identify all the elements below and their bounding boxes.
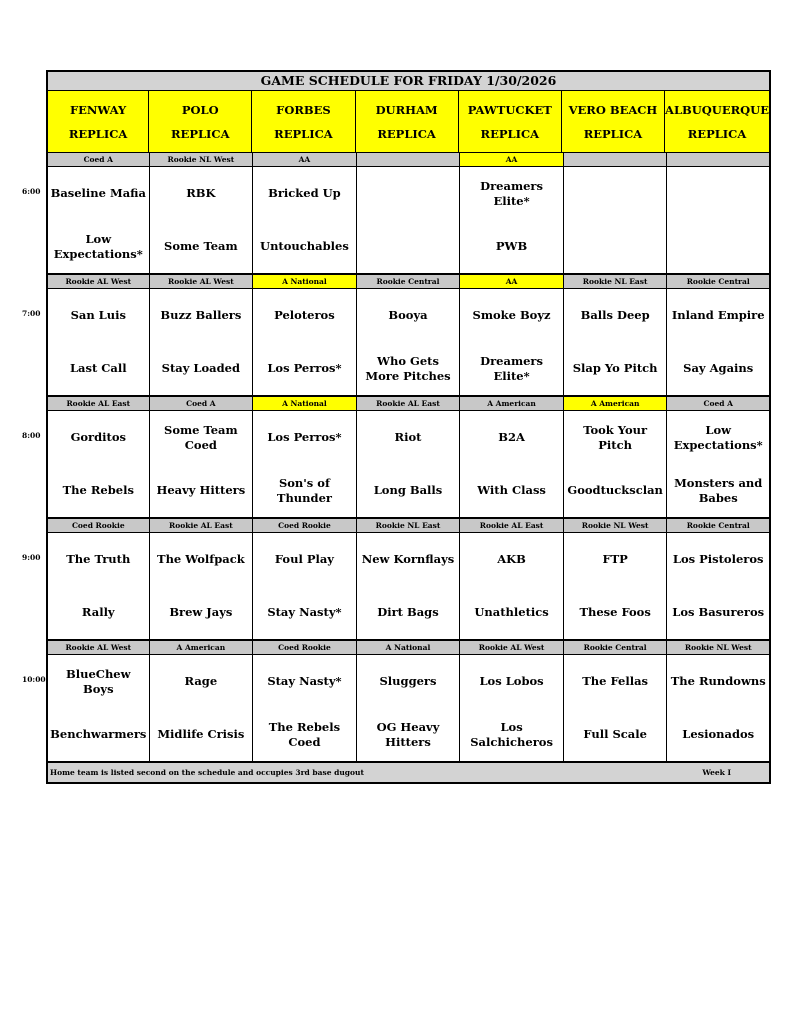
field-header-row	[46, 91, 771, 153]
away-team: The Wolfpack	[157, 552, 245, 566]
game-row	[46, 167, 771, 275]
away-team: Rage	[184, 674, 218, 688]
home-team: Goodtucksclan	[567, 483, 663, 497]
home-team: Dirt Bags	[377, 605, 439, 619]
division-label: A American	[460, 397, 564, 411]
game-cell	[460, 167, 564, 275]
away-team: Los Pistoleros	[672, 552, 764, 566]
division-label: Coed Rookie	[253, 519, 357, 533]
away-team: Los Perros*	[267, 430, 342, 444]
away-team: B2A	[498, 430, 525, 444]
division-label: Rookie NL West	[667, 641, 771, 655]
away-team: Took Your Pitch	[583, 422, 648, 452]
home-team: With Class	[477, 483, 546, 497]
home-team: Los Salchicheros	[470, 719, 553, 749]
away-team: Peloteros	[274, 308, 335, 322]
field-name: FENWAY	[69, 102, 127, 117]
division-label: Rookie AL West	[460, 641, 564, 655]
home-team: Slap Yo Pitch	[572, 361, 658, 375]
away-team	[667, 167, 769, 220]
away-team: Bricked Up	[268, 186, 341, 200]
game-cell	[253, 411, 357, 519]
home-team: Stay Loaded	[161, 361, 241, 375]
schedule-footer	[46, 763, 771, 784]
away-team: The Rundowns	[670, 674, 766, 688]
division-row	[46, 397, 771, 411]
game-cell	[460, 411, 564, 519]
home-team: Last Call	[69, 361, 127, 375]
away-team: Inland Empire	[671, 308, 765, 322]
away-team: Some Team Coed	[164, 422, 238, 452]
field-header	[149, 91, 252, 153]
time-label: 8:00	[22, 431, 41, 440]
away-team: Baseline Mafia	[50, 186, 146, 200]
game-cell	[253, 533, 357, 641]
game-cell	[357, 289, 461, 397]
game-row	[46, 289, 771, 397]
division-label: Coed A	[667, 397, 771, 411]
away-team: Low Expectations*	[673, 422, 763, 452]
division-label: A American	[564, 397, 668, 411]
division-label: Rookie AL West	[46, 641, 150, 655]
away-team: Stay Nasty*	[267, 674, 342, 688]
away-team: San Luis	[70, 308, 126, 322]
game-cell	[150, 167, 254, 275]
home-team: Say Agains	[683, 361, 754, 375]
field-subtitle: REPLICA	[583, 126, 643, 141]
home-team: Untouchables	[260, 239, 349, 253]
away-team: Balls Deep	[580, 308, 650, 322]
game-cell	[357, 411, 461, 519]
field-name: FORBES	[276, 102, 331, 117]
home-team: PWB	[495, 239, 528, 253]
field-name: ALBUQUERQUE	[665, 102, 769, 117]
away-team: Sluggers	[379, 674, 437, 688]
home-team: Heavy Hitters	[156, 483, 246, 497]
division-label: A National	[253, 397, 357, 411]
division-row	[46, 641, 771, 655]
game-cell	[253, 289, 357, 397]
time-label: 10:00	[22, 675, 46, 684]
division-label: Rookie Central	[564, 641, 668, 655]
away-team: Riot	[394, 430, 422, 444]
field-header	[562, 91, 665, 153]
away-team: Buzz Ballers	[160, 308, 242, 322]
game-row	[46, 533, 771, 641]
division-label: Rookie AL East	[460, 519, 564, 533]
field-header	[459, 91, 562, 153]
home-team-note: Home team is listed second on the schedule and occupies 3rd base dugout	[50, 768, 364, 777]
division-label: Coed A	[46, 153, 150, 167]
game-cell	[46, 167, 150, 275]
away-team	[357, 167, 460, 220]
division-label: AA	[253, 153, 357, 167]
division-label: Rookie AL West	[46, 275, 150, 289]
home-team: Lesionados	[682, 727, 755, 741]
division-label: Rookie NL East	[357, 519, 461, 533]
game-cell	[564, 411, 668, 519]
home-team: Los Basureros	[672, 605, 765, 619]
schedule-table	[46, 70, 771, 784]
home-team	[667, 220, 769, 273]
game-cell	[564, 655, 668, 763]
field-subtitle: REPLICA	[274, 126, 333, 141]
game-cell	[357, 655, 461, 763]
home-team: Dreamers Elite*	[480, 353, 543, 383]
home-team: Some Team	[164, 239, 238, 253]
game-row	[46, 411, 771, 519]
game-cell	[564, 167, 668, 275]
time-label: 9:00	[22, 553, 41, 562]
game-cell	[667, 655, 771, 763]
field-subtitle: REPLICA	[480, 126, 540, 141]
field-header	[46, 91, 149, 153]
division-label: Rookie AL West	[150, 275, 254, 289]
field-subtitle: REPLICA	[687, 126, 747, 141]
game-cell	[46, 289, 150, 397]
away-team: FTP	[602, 552, 628, 566]
home-team: Son's of Thunder	[276, 475, 332, 505]
away-team: New Kornflays	[361, 552, 455, 566]
time-label: 7:00	[22, 309, 41, 318]
division-label: Coed Rookie	[253, 641, 357, 655]
division-label	[667, 153, 771, 167]
division-label: Rookie Central	[357, 275, 461, 289]
division-label	[357, 153, 461, 167]
game-cell	[667, 167, 771, 275]
away-team: Booya	[388, 308, 428, 322]
division-label: A National	[357, 641, 461, 655]
division-row	[46, 519, 771, 533]
game-cell	[357, 167, 461, 275]
division-label: Rookie NL West	[150, 153, 254, 167]
home-team: The Rebels	[62, 483, 134, 497]
division-label: Coed A	[150, 397, 254, 411]
home-team	[564, 220, 667, 273]
home-team: Full Scale	[583, 727, 647, 741]
home-team: Monsters and Babes	[674, 475, 763, 505]
away-team: Dreamers Elite*	[480, 178, 543, 208]
home-team: Stay Nasty*	[267, 605, 342, 619]
home-team: The Rebels Coed	[268, 719, 341, 749]
home-team	[357, 220, 460, 273]
home-team: Long Balls	[373, 483, 443, 497]
game-cell	[564, 533, 668, 641]
game-cell	[667, 533, 771, 641]
game-cell	[150, 533, 254, 641]
game-cell	[460, 533, 564, 641]
week-label: Week I	[702, 768, 731, 777]
game-cell	[667, 411, 771, 519]
away-team: Smoke Boyz	[472, 308, 551, 322]
division-label: A National	[253, 275, 357, 289]
game-cell	[46, 533, 150, 641]
game-cell	[46, 655, 150, 763]
game-cell	[667, 289, 771, 397]
division-label: Rookie AL East	[150, 519, 254, 533]
field-header	[356, 91, 459, 153]
division-label: AA	[460, 153, 564, 167]
away-team: Gorditos	[70, 430, 126, 444]
game-row	[46, 655, 771, 763]
division-label: Rookie AL East	[357, 397, 461, 411]
division-row	[46, 275, 771, 289]
field-name: VERO BEACH	[568, 102, 658, 117]
division-label	[564, 153, 668, 167]
time-slots	[46, 153, 771, 763]
away-team: Foul Play	[274, 552, 334, 566]
away-team: RBK	[186, 186, 216, 200]
division-label: Rookie AL East	[46, 397, 150, 411]
game-cell	[564, 289, 668, 397]
away-team	[564, 167, 667, 220]
field-header	[665, 91, 771, 153]
home-team: Low Expectations*	[53, 231, 143, 261]
home-team: Brew Jays	[169, 605, 233, 619]
field-subtitle: REPLICA	[171, 126, 230, 141]
division-label: Rookie NL East	[564, 275, 668, 289]
home-team: Unathletics	[474, 605, 549, 619]
division-label: Rookie Central	[667, 519, 771, 533]
division-label: A American	[150, 641, 254, 655]
division-label: Rookie NL West	[564, 519, 668, 533]
game-cell	[150, 411, 254, 519]
game-cell	[253, 167, 357, 275]
home-team: Los Perros*	[267, 361, 342, 375]
home-team: Rally	[81, 605, 115, 619]
away-team: BlueChew Boys	[66, 666, 131, 696]
game-cell	[253, 655, 357, 763]
home-team: Midlife Crisis	[157, 727, 245, 741]
field-name: DURHAM	[375, 102, 438, 117]
division-row	[46, 153, 771, 167]
away-team: The Fellas	[582, 674, 649, 688]
field-subtitle: REPLICA	[68, 126, 128, 141]
game-cell	[150, 655, 254, 763]
division-label: AA	[460, 275, 564, 289]
home-team: Who Gets More Pitches	[365, 353, 451, 383]
schedule-title: GAME SCHEDULE FOR FRIDAY 1/30/2026	[46, 70, 771, 91]
division-label: Coed Rookie	[46, 519, 150, 533]
game-cell	[460, 289, 564, 397]
game-cell	[357, 533, 461, 641]
game-cell	[460, 655, 564, 763]
field-subtitle: REPLICA	[377, 126, 436, 141]
field-header	[252, 91, 355, 153]
away-team: The Truth	[66, 552, 131, 566]
home-team: OG Heavy Hitters	[376, 719, 440, 749]
away-team: Los Lobos	[479, 674, 544, 688]
away-team: AKB	[497, 552, 526, 566]
field-name: PAWTUCKET	[467, 102, 552, 117]
division-label: Rookie Central	[667, 275, 771, 289]
home-team: These Foos	[579, 605, 651, 619]
home-team: Benchwarmers	[50, 727, 147, 741]
game-cell	[150, 289, 254, 397]
field-name: POLO	[181, 102, 219, 117]
time-label: 6:00	[22, 187, 41, 196]
game-cell	[46, 411, 150, 519]
